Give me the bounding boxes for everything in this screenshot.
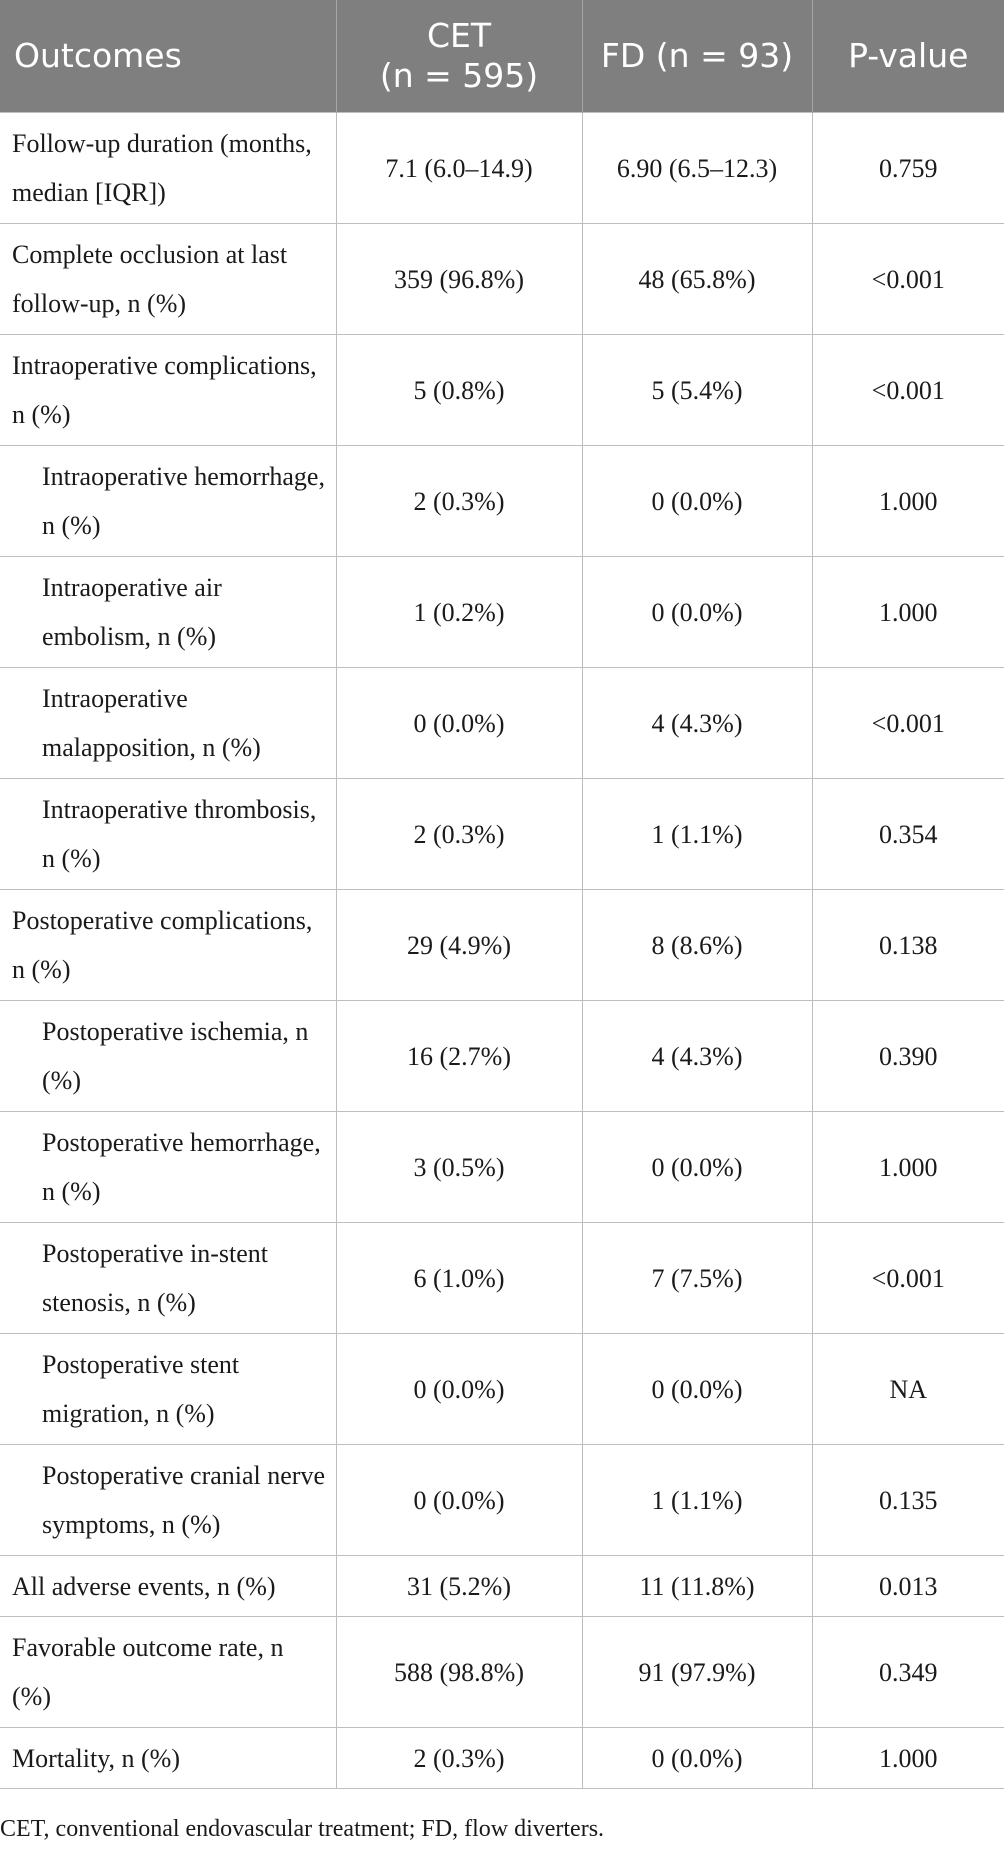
cell-fd: 0 (0.0%) (582, 557, 812, 668)
cell-pvalue: 0.013 (812, 1556, 1004, 1617)
row-label: Intraoperative complications, n (%) (0, 335, 336, 446)
header-cet (336, 0, 582, 113)
cell-fd: 8 (8.6%) (582, 890, 812, 1001)
table-row (0, 1112, 1004, 1223)
cell-cet: 0 (0.0%) (336, 668, 582, 779)
cell-pvalue: <0.001 (812, 335, 1004, 446)
row-label: Postoperative ischemia, n (%) (0, 1001, 336, 1112)
table-row (0, 446, 1004, 557)
cell-fd: 0 (0.0%) (582, 446, 812, 557)
row-label: Complete occlusion at last follow-up, n (%) (0, 224, 336, 335)
row-label: Intraoperative hemorrhage, n (%) (0, 446, 336, 557)
cell-fd: 0 (0.0%) (582, 1728, 812, 1789)
table-row (0, 1223, 1004, 1334)
row-label: Postoperative complications, n (%) (0, 890, 336, 1001)
header-fd: FD (n = 93) (582, 0, 812, 113)
cell-pvalue: <0.001 (812, 1223, 1004, 1334)
row-label: Intraoperative thrombosis, n (%) (0, 779, 336, 890)
cell-cet: 2 (0.3%) (336, 779, 582, 890)
table-footnote: CET, conventional endovascular treatment; FD, flow diverters. (0, 1816, 605, 1842)
header-pvalue: P-value (812, 0, 1004, 113)
cell-cet: 359 (96.8%) (336, 224, 582, 335)
cell-fd: 6.90 (6.5–12.3) (582, 113, 812, 224)
cell-cet: 2 (0.3%) (336, 446, 582, 557)
cell-cet: 1 (0.2%) (336, 557, 582, 668)
cell-fd: 11 (11.8%) (582, 1556, 812, 1617)
row-label: Intraoperative malapposition, n (%) (0, 668, 336, 779)
cell-cet: 31 (5.2%) (336, 1556, 582, 1617)
table-row (0, 1556, 1004, 1617)
cell-pvalue: 0.759 (812, 113, 1004, 224)
header-cet-n: (n = 595) (379, 56, 539, 95)
cell-pvalue: 0.349 (812, 1617, 1004, 1728)
row-label: Favorable outcome rate, n (%) (0, 1617, 336, 1728)
header-cet-label: CET (426, 16, 492, 55)
cell-cet: 7.1 (6.0–14.9) (336, 113, 582, 224)
row-label: Postoperative in-stent stenosis, n (%) (0, 1223, 336, 1334)
row-label: Postoperative stent migration, n (%) (0, 1334, 336, 1445)
cell-pvalue: 1.000 (812, 1112, 1004, 1223)
row-label: All adverse events, n (%) (0, 1556, 336, 1617)
table-row (0, 113, 1004, 224)
cell-cet: 29 (4.9%) (336, 890, 582, 1001)
cell-fd: 0 (0.0%) (582, 1112, 812, 1223)
cell-fd: 1 (1.1%) (582, 779, 812, 890)
cell-fd: 91 (97.9%) (582, 1617, 812, 1728)
cell-pvalue: 1.000 (812, 446, 1004, 557)
cell-pvalue: <0.001 (812, 668, 1004, 779)
row-label: Follow-up duration (months, median [IQR]) (0, 113, 336, 224)
cell-fd: 7 (7.5%) (582, 1223, 812, 1334)
row-label: Intraoperative air embolism, n (%) (0, 557, 336, 668)
table-row (0, 224, 1004, 335)
table-row (0, 1728, 1004, 1789)
cell-pvalue: 1.000 (812, 1728, 1004, 1789)
cell-cet: 3 (0.5%) (336, 1112, 582, 1223)
table-row (0, 1617, 1004, 1728)
table-row (0, 557, 1004, 668)
cell-cet: 5 (0.8%) (336, 335, 582, 446)
cell-cet: 0 (0.0%) (336, 1445, 582, 1556)
cell-pvalue: 1.000 (812, 557, 1004, 668)
cell-cet: 588 (98.8%) (336, 1617, 582, 1728)
cell-cet: 2 (0.3%) (336, 1728, 582, 1789)
table-row (0, 779, 1004, 890)
cell-pvalue: <0.001 (812, 224, 1004, 335)
cell-fd: 48 (65.8%) (582, 224, 812, 335)
row-label: Mortality, n (%) (0, 1728, 336, 1789)
table-header-row (0, 0, 1004, 113)
table-row (0, 1334, 1004, 1445)
cell-cet: 0 (0.0%) (336, 1334, 582, 1445)
cell-fd: 0 (0.0%) (582, 1334, 812, 1445)
cell-fd: 1 (1.1%) (582, 1445, 812, 1556)
table-row (0, 890, 1004, 1001)
table-row (0, 1001, 1004, 1112)
table-row (0, 335, 1004, 446)
cell-pvalue: 0.390 (812, 1001, 1004, 1112)
row-label: Postoperative cranial nerve symptoms, n (%) (0, 1445, 336, 1556)
cell-cet: 6 (1.0%) (336, 1223, 582, 1334)
row-label: Postoperative hemorrhage, n (%) (0, 1112, 336, 1223)
cell-pvalue: 0.135 (812, 1445, 1004, 1556)
table-row (0, 1445, 1004, 1556)
cell-pvalue: NA (812, 1334, 1004, 1445)
cell-fd: 4 (4.3%) (582, 668, 812, 779)
cell-cet: 16 (2.7%) (336, 1001, 582, 1112)
cell-fd: 5 (5.4%) (582, 335, 812, 446)
cell-pvalue: 0.138 (812, 890, 1004, 1001)
cell-fd: 4 (4.3%) (582, 1001, 812, 1112)
cell-pvalue: 0.354 (812, 779, 1004, 890)
table-row (0, 668, 1004, 779)
header-outcomes: Outcomes (0, 0, 336, 113)
